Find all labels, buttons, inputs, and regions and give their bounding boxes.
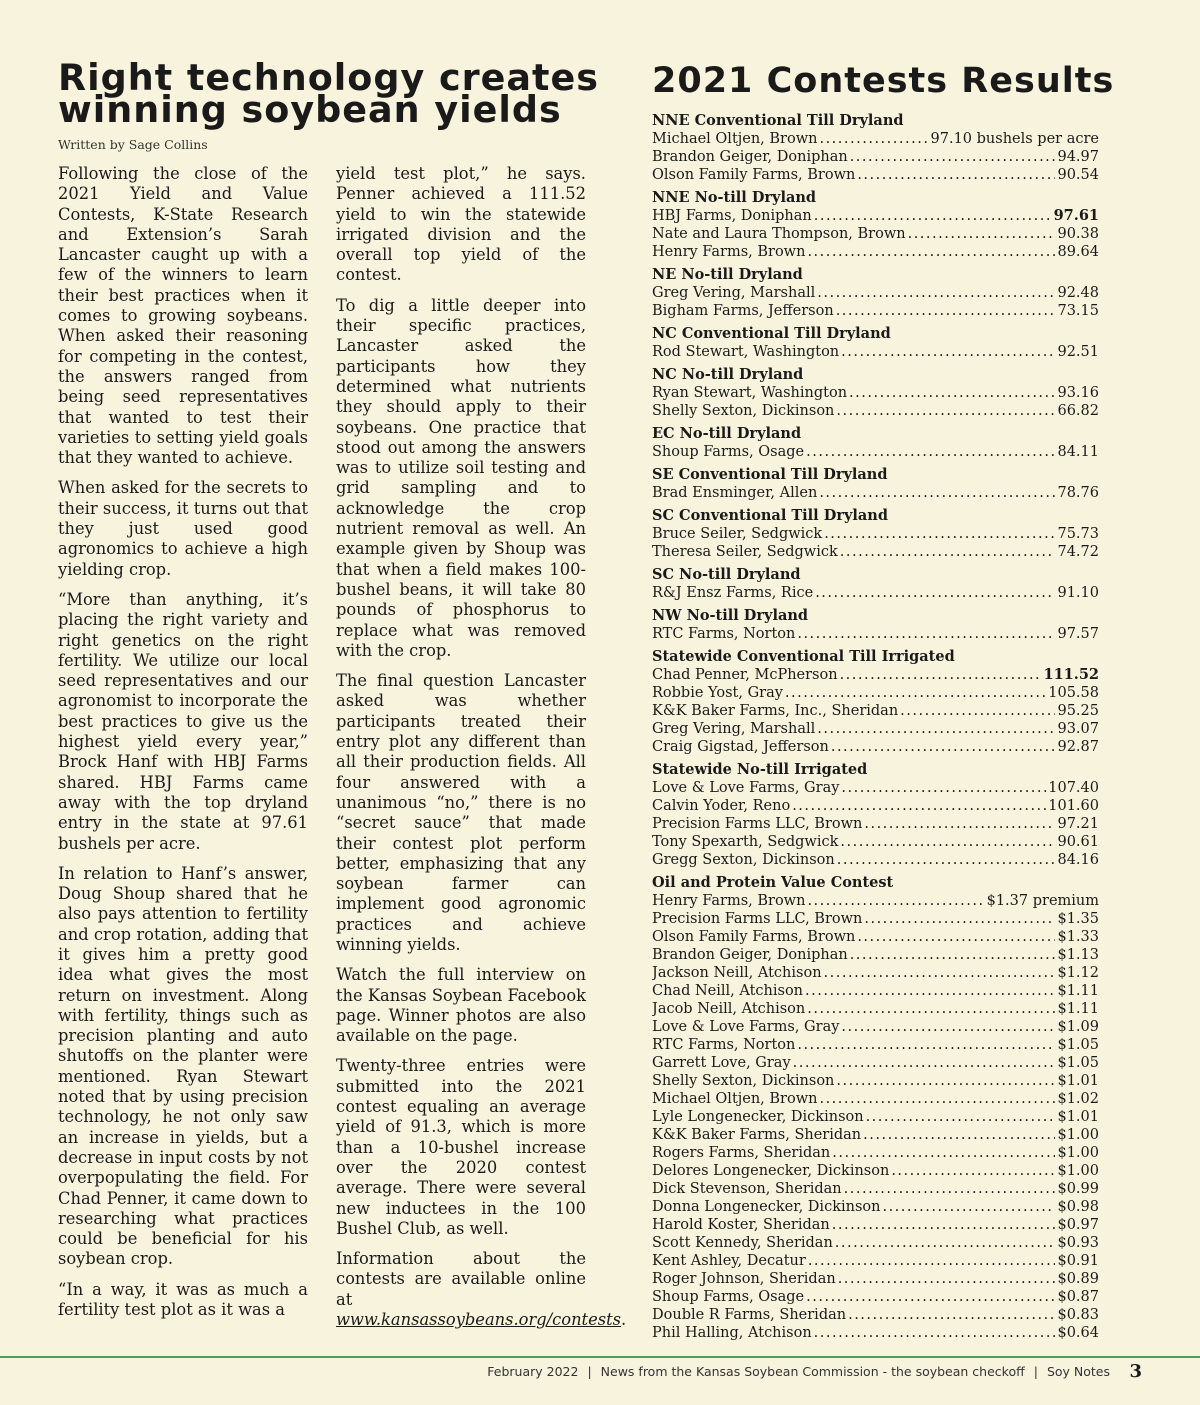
entrant-name: Michael Oltjen, Brown — [652, 1091, 818, 1107]
dot-leader — [797, 1036, 1055, 1054]
results-category — [652, 266, 1099, 320]
dot-leader — [806, 443, 1055, 461]
category-title: NW No-till Dryland — [652, 607, 809, 624]
result-value: $0.97 — [1057, 1217, 1099, 1233]
entrant-name: Robbie Yost, Gray — [652, 685, 783, 701]
category-title: NNE Conventional Till Dryland — [652, 112, 904, 129]
result-value: 97.10 bushels per acre — [930, 131, 1099, 147]
info-text: Information about the contests are available online at — [336, 1249, 586, 1309]
dot-leader — [807, 243, 1055, 261]
result-value: 66.82 — [1057, 403, 1099, 419]
category-title: SC No-till Dryland — [652, 566, 801, 583]
footer-date: February 2022 — [487, 1364, 579, 1379]
result-value: $0.64 — [1057, 1325, 1099, 1341]
entrant-name: Love & Love Farms, Gray — [652, 780, 840, 796]
dot-leader — [807, 892, 984, 910]
entrant-name: Phil Halling, Atchison — [652, 1325, 812, 1341]
dot-leader — [836, 1072, 1055, 1090]
dot-leader — [806, 1288, 1055, 1306]
result-row — [652, 1090, 1099, 1108]
result-value: $1.11 — [1057, 983, 1099, 999]
dot-leader — [832, 1144, 1055, 1162]
result-value: $1.00 — [1057, 1127, 1099, 1143]
entrant-name: Bruce Seiler, Sedgwick — [652, 526, 823, 542]
result-value: $0.98 — [1057, 1199, 1099, 1215]
result-value: $1.37 premium — [986, 893, 1099, 909]
entrant-name: Double R Farms, Sheridan — [652, 1307, 847, 1323]
result-row — [652, 384, 1099, 402]
paragraph: “More than anything, it’s placing the right variety and right genetics on the right fertility. We utilize our local seed representatives and our agronomist to incorporate the best practices to give us the highest yield every year,” Brock Hanf with HBJ Farms shared. HBJ Farms came away with the top dryland entry in the state at 97.61 bushels per acre. — [58, 589, 308, 853]
dot-leader — [908, 225, 1056, 243]
result-row — [652, 1234, 1099, 1252]
result-row — [652, 443, 1099, 461]
results-category — [652, 425, 1099, 461]
result-row — [652, 207, 1099, 225]
dot-leader — [792, 797, 1046, 815]
result-row — [652, 343, 1099, 361]
result-row — [652, 402, 1099, 420]
result-row — [652, 797, 1099, 815]
result-row — [652, 982, 1099, 1000]
entrant-name: Henry Farms, Brown — [652, 893, 806, 909]
result-value: $1.05 — [1057, 1055, 1099, 1071]
paragraph: yield test plot,” he says. Penner achieved a 111.52 yield to win the statewide irrigated division and the overall top yield of the contest. — [336, 164, 586, 285]
dot-leader — [866, 1108, 1056, 1126]
result-row — [652, 910, 1099, 928]
category-title: Oil and Protein Value Contest — [652, 874, 894, 891]
entrant-name: Lyle Longenecker, Dickinson — [652, 1109, 864, 1125]
category-title: Statewide Conventional Till Irrigated — [652, 648, 955, 665]
result-value: $0.93 — [1057, 1235, 1099, 1251]
dot-leader — [840, 543, 1056, 561]
dot-leader — [841, 1018, 1055, 1036]
results-category — [652, 607, 1099, 643]
dot-leader — [835, 1234, 1056, 1252]
result-value: 92.48 — [1057, 285, 1099, 301]
result-value: 92.87 — [1057, 739, 1099, 755]
paragraph: To dig a little deeper into their specific practices, Lancaster asked the participants how they determined what nutrients they should apply to their soybeans. One practice that stood out among the answers was to utilize soil testing and grid sampling and to acknowledge the crop nutrient removal as well. An example given by Shoup was that when a field makes 100-bushel beans, it will take 80 pounds of phosphorus to replace what was removed with the crop. — [336, 295, 586, 660]
entrant-name: Tony Spexarth, Sedgwick — [652, 834, 839, 850]
dot-leader — [817, 720, 1055, 738]
result-value: $1.02 — [1057, 1091, 1099, 1107]
result-value: 93.07 — [1057, 721, 1099, 737]
entrant-name: Kent Ashley, Decatur — [652, 1253, 806, 1269]
result-row — [652, 166, 1099, 184]
footer-rule — [0, 1356, 1200, 1358]
entrant-name: HBJ Farms, Doniphan — [652, 208, 812, 224]
paragraph: Following the close of the 2021 Yield and Value Contests, K-State Research and Extension’s Sarah Lancaster caught up with a few of the winners to learn their best practices when it comes to growing soybeans. When asked their reasoning for competing in the contest, the answers ranged from being seed representatives that wanted to test their varieties to setting yield goals that they wanted to achieve. — [58, 164, 308, 468]
byline: Written by Sage Collins — [58, 137, 208, 152]
result-row — [652, 666, 1099, 684]
dot-leader — [844, 1180, 1056, 1198]
info-end: . — [621, 1310, 627, 1330]
paragraph: Twenty-three entries were submitted into the 2021 contest equaling an average yield of 91.3, which is more than a 10-bushel increase over the 2020 contest average. There were several new inductees in the 100 Bushel Club, as well. — [336, 1056, 586, 1238]
entrant-name: Love & Love Farms, Gray — [652, 1019, 840, 1035]
result-value: 90.54 — [1057, 167, 1099, 183]
dot-leader — [831, 738, 1056, 756]
result-row — [652, 928, 1099, 946]
result-value: 73.15 — [1057, 303, 1099, 319]
result-value: 95.25 — [1057, 703, 1099, 719]
result-value: $1.35 — [1057, 911, 1099, 927]
entrant-name: Calvin Yoder, Reno — [652, 798, 791, 814]
footer-brand: Soy Notes — [1046, 1364, 1110, 1379]
dot-leader — [882, 1198, 1055, 1216]
page-number: 3 — [1129, 1361, 1142, 1382]
entrant-name: Roger Johnson, Sheridan — [652, 1271, 836, 1287]
result-row — [652, 1288, 1099, 1306]
entrant-name: Bigham Farms, Jefferson — [652, 303, 834, 319]
result-row — [652, 1000, 1099, 1018]
contests-link[interactable]: www.kansassoybeans.org/contests — [336, 1310, 621, 1330]
dot-leader — [824, 525, 1055, 543]
entrant-name: K&K Baker Farms, Sheridan — [652, 1127, 862, 1143]
result-row — [652, 684, 1099, 702]
result-row — [652, 1252, 1099, 1270]
result-row — [652, 1018, 1099, 1036]
entrant-name: Chad Neill, Atchison — [652, 983, 804, 999]
entrant-name: Shoup Farms, Osage — [652, 1289, 805, 1305]
result-row — [652, 892, 1099, 910]
dot-leader — [891, 1162, 1055, 1180]
entrant-name: Henry Farms, Brown — [652, 244, 806, 260]
result-row — [652, 738, 1099, 756]
result-row — [652, 584, 1099, 602]
result-value: 91.10 — [1057, 585, 1099, 601]
entrant-name: Delores Longenecker, Dickinson — [652, 1163, 890, 1179]
dot-leader — [814, 207, 1052, 225]
entrant-name: Jacob Neill, Atchison — [652, 1001, 806, 1017]
footer-separator: | — [1033, 1364, 1038, 1379]
results-category — [652, 466, 1099, 502]
dot-leader — [848, 1306, 1055, 1324]
entrant-name: Garrett Love, Gray — [652, 1055, 791, 1071]
result-row — [652, 851, 1099, 869]
result-row — [652, 1072, 1099, 1090]
dot-leader — [864, 910, 1055, 928]
results-category — [652, 189, 1099, 261]
result-value: $1.00 — [1057, 1163, 1099, 1179]
dot-leader — [793, 1054, 1056, 1072]
result-row — [652, 225, 1099, 243]
dot-leader — [864, 815, 1055, 833]
headline-line-1: Right technology creates — [58, 56, 599, 99]
entrant-name: Olson Family Farms, Brown — [652, 929, 856, 945]
result-row — [652, 833, 1099, 851]
info-paragraph — [336, 1249, 627, 1330]
result-row — [652, 1324, 1099, 1342]
result-value: $0.89 — [1057, 1271, 1099, 1287]
entrant-name: Scott Kennedy, Sheridan — [652, 1235, 833, 1251]
result-value: 78.76 — [1057, 485, 1099, 501]
result-value: 84.11 — [1057, 444, 1099, 460]
result-value: 90.61 — [1057, 834, 1099, 850]
result-row — [652, 148, 1099, 166]
category-title: NC No-till Dryland — [652, 366, 804, 383]
result-value: $1.33 — [1057, 929, 1099, 945]
category-title: NC Conventional Till Dryland — [652, 325, 891, 342]
dot-leader — [797, 625, 1055, 643]
result-value: 74.72 — [1057, 544, 1099, 560]
entrant-name: Dick Stevenson, Sheridan — [652, 1181, 842, 1197]
result-value: 84.16 — [1057, 852, 1099, 868]
paragraph: Watch the full interview on the Kansas Soybean Facebook page. Winner photos are also available on the page. — [336, 965, 586, 1046]
entrant-name: Craig Gigstad, Jefferson — [652, 739, 829, 755]
result-row — [652, 702, 1099, 720]
result-row — [652, 1126, 1099, 1144]
result-row — [652, 815, 1099, 833]
result-row — [652, 1036, 1099, 1054]
results-category — [652, 325, 1099, 361]
results-category — [652, 112, 1099, 184]
entrant-name: Shoup Farms, Osage — [652, 444, 805, 460]
result-value: $0.83 — [1057, 1307, 1099, 1323]
category-title: NNE No-till Dryland — [652, 189, 817, 206]
result-row — [652, 1198, 1099, 1216]
paragraph: “In a way, it was as much a fertility test plot as it was a — [58, 1279, 308, 1320]
category-title: NE No-till Dryland — [652, 266, 803, 283]
result-value: 94.97 — [1057, 149, 1099, 165]
entrant-name: Gregg Sexton, Dickinson — [652, 852, 835, 868]
paragraph: The final question Lancaster asked was whether participants treated their entry plot any different than all their production fields. All four answered with a unanimous “no,” there is no “secret sauce” that made their contest plot perform better, emphasizing that any soybean farmer can implement good agronomic practices and achieve winning yields. — [336, 671, 586, 954]
result-value: $1.00 — [1057, 1145, 1099, 1161]
footer-separator: | — [587, 1364, 592, 1379]
dot-leader — [838, 1270, 1056, 1288]
result-value: 93.16 — [1057, 385, 1099, 401]
dot-leader — [863, 1126, 1055, 1144]
dot-leader — [824, 964, 1056, 982]
result-row — [652, 1144, 1099, 1162]
result-row — [652, 1162, 1099, 1180]
result-row — [652, 130, 1099, 148]
result-value: $0.91 — [1057, 1253, 1099, 1269]
result-row — [652, 1306, 1099, 1324]
entrant-name: Michael Oltjen, Brown — [652, 131, 818, 147]
entrant-name: Greg Vering, Marshall — [652, 285, 816, 301]
result-value: 101.60 — [1048, 798, 1099, 814]
dot-leader — [900, 702, 1055, 720]
paragraph: In relation to Hanf’s answer, Doug Shoup shared that he also pays attention to fertility and crop rotation, adding that it gives him a pretty good idea what gives the most return on investment. Along with fertility, things such as precision planting and auto shutoffs on the planter were mentioned. Ryan Stewart noted that by using precision technology, he not only saw an increase in yields, but a decrease in input costs by not overpopulating the field. For Chad Penner, it came down to researching what practices could be beneficial for his soybean crop. — [58, 863, 308, 1269]
results-list — [652, 112, 1099, 1347]
result-row — [652, 1054, 1099, 1072]
result-row — [652, 302, 1099, 320]
dot-leader — [832, 1216, 1056, 1234]
result-value: 107.40 — [1048, 780, 1099, 796]
results-title: 2021 Contests Results — [652, 61, 1115, 101]
result-row — [652, 946, 1099, 964]
dot-leader — [837, 851, 1056, 869]
dot-leader — [819, 1090, 1055, 1108]
entrant-name: Rogers Farms, Sheridan — [652, 1145, 831, 1161]
result-value: $1.05 — [1057, 1037, 1099, 1053]
dot-leader — [840, 666, 1042, 684]
results-category — [652, 366, 1099, 420]
result-row — [652, 779, 1099, 797]
entrant-name: RTC Farms, Norton — [652, 626, 796, 642]
entrant-name: Nate and Laura Thompson, Brown — [652, 226, 906, 242]
result-value: 90.38 — [1057, 226, 1099, 242]
result-value: 75.73 — [1057, 526, 1099, 542]
dot-leader — [857, 928, 1055, 946]
dot-leader — [849, 384, 1055, 402]
entrant-name: Harold Koster, Sheridan — [652, 1217, 830, 1233]
entrant-name: Greg Vering, Marshall — [652, 721, 816, 737]
entrant-name: Precision Farms LLC, Brown — [652, 911, 863, 927]
result-value: $1.13 — [1057, 947, 1099, 963]
result-row — [652, 284, 1099, 302]
headline-line-2: winning soybean yields — [58, 88, 562, 131]
article-headline — [58, 56, 618, 131]
result-value: $1.01 — [1057, 1109, 1099, 1125]
results-category — [652, 648, 1099, 756]
dot-leader — [817, 284, 1055, 302]
result-row — [652, 525, 1099, 543]
dot-leader — [814, 1324, 1056, 1342]
result-row — [652, 720, 1099, 738]
entrant-name: Ryan Stewart, Washington — [652, 385, 848, 401]
result-row — [652, 484, 1099, 502]
result-value: 97.57 — [1057, 626, 1099, 642]
category-title: Statewide No-till Irrigated — [652, 761, 868, 778]
category-title: SE Conventional Till Dryland — [652, 466, 888, 483]
results-category — [652, 566, 1099, 602]
entrant-name: Brandon Geiger, Doniphan — [652, 947, 848, 963]
result-value: 111.52 — [1043, 666, 1099, 683]
result-value: $0.99 — [1057, 1181, 1099, 1197]
dot-leader — [807, 1000, 1055, 1018]
result-row — [652, 1216, 1099, 1234]
entrant-name: Donna Longenecker, Dickinson — [652, 1199, 881, 1215]
footer — [487, 1364, 1110, 1379]
results-category — [652, 761, 1099, 869]
dot-leader — [819, 484, 1055, 502]
dot-leader — [785, 684, 1046, 702]
result-value: $1.09 — [1057, 1019, 1099, 1035]
result-value: 89.64 — [1057, 244, 1099, 260]
dot-leader — [836, 302, 1056, 320]
dot-leader — [815, 584, 1055, 602]
result-value: 97.21 — [1057, 816, 1099, 832]
dot-leader — [840, 833, 1055, 851]
entrant-name: Chad Penner, McPherson — [652, 667, 838, 683]
article-column-1 — [58, 164, 308, 1330]
entrant-name: Theresa Seiler, Sedgwick — [652, 544, 838, 560]
article-column-2 — [336, 164, 627, 1340]
entrant-name: Rod Stewart, Washington — [652, 344, 840, 360]
entrant-name: RTC Farms, Norton — [652, 1037, 796, 1053]
dot-leader — [857, 166, 1055, 184]
entrant-name: Shelly Sexton, Dickinson — [652, 1073, 835, 1089]
dot-leader — [850, 946, 1056, 964]
category-title: SC Conventional Till Dryland — [652, 507, 888, 524]
results-category — [652, 507, 1099, 561]
result-value: $1.12 — [1057, 965, 1099, 981]
footer-publication: News from the Kansas Soybean Commission - the soybean checkoff — [600, 1364, 1025, 1379]
dot-leader — [836, 402, 1055, 420]
result-value: 92.51 — [1057, 344, 1099, 360]
entrant-name: Olson Family Farms, Brown — [652, 167, 856, 183]
result-value: 105.58 — [1048, 685, 1099, 701]
entrant-name: Jackson Neill, Atchison — [652, 965, 822, 981]
entrant-name: R&J Ensz Farms, Rice — [652, 585, 814, 601]
result-row — [652, 543, 1099, 561]
result-row — [652, 1270, 1099, 1288]
entrant-name: Shelly Sexton, Dickinson — [652, 403, 835, 419]
dot-leader — [808, 1252, 1056, 1270]
dot-leader — [841, 779, 1046, 797]
result-row — [652, 1108, 1099, 1126]
result-row — [652, 1180, 1099, 1198]
result-value: $1.11 — [1057, 1001, 1099, 1017]
result-row — [652, 243, 1099, 261]
paragraph: When asked for the secrets to their success, it turns out that they just used good agronomics to achieve a high yielding crop. — [58, 478, 308, 579]
entrant-name: Precision Farms LLC, Brown — [652, 816, 863, 832]
entrant-name: Brad Ensminger, Allen — [652, 485, 818, 501]
dot-leader — [850, 148, 1056, 166]
entrant-name: Brandon Geiger, Doniphan — [652, 149, 848, 165]
category-title: EC No-till Dryland — [652, 425, 802, 442]
result-row — [652, 625, 1099, 643]
result-value: $0.87 — [1057, 1289, 1099, 1305]
dot-leader — [841, 343, 1055, 361]
result-value: 97.61 — [1053, 207, 1099, 224]
dot-leader — [805, 982, 1055, 1000]
dot-leader — [819, 130, 928, 148]
result-value: $1.01 — [1057, 1073, 1099, 1089]
entrant-name: K&K Baker Farms, Inc., Sheridan — [652, 703, 899, 719]
result-row — [652, 964, 1099, 982]
results-category — [652, 874, 1099, 1342]
